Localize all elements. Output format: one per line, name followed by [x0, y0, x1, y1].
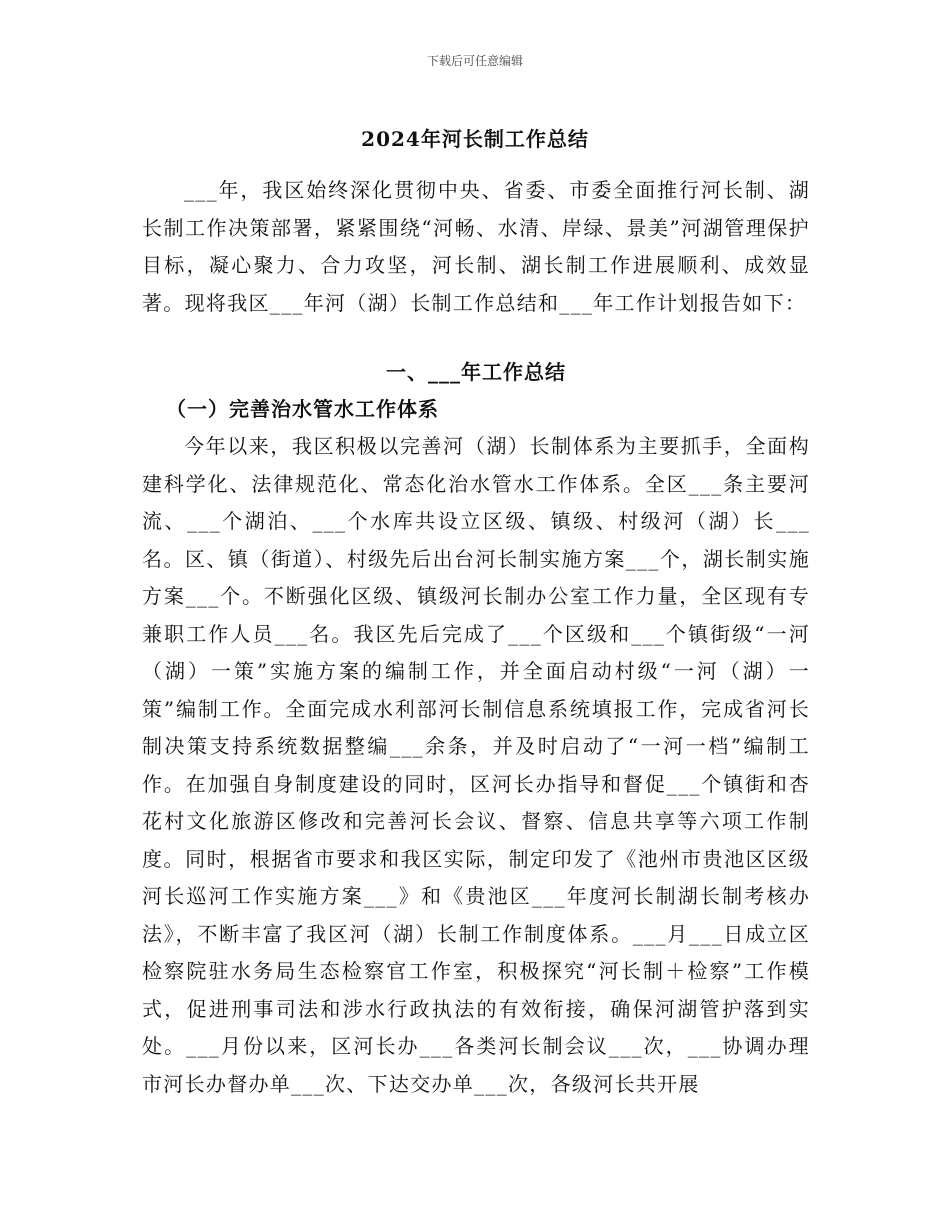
intro-paragraph: ___年，我区始终深化贯彻中央、省委、市委全面推行河长制、湖长制工作决策部署，紧紧围绕“河畅、水清、岸绿、景美”河湖管理保护目标，凝心聚力、合力攻坚，河长制、湖长制工作进展顺利、成效显著。现将我区___年河（湖）长制工作总结和___年工作计划报告如下：: [142, 178, 810, 315]
sub-heading: （一）完善治水管水工作体系: [166, 397, 439, 421]
document-title: 2024年河长制工作总结: [361, 127, 589, 151]
header-note: 下载后可任意编辑: [426, 54, 523, 68]
section-heading: 一、___年工作总结: [386, 360, 566, 384]
body-paragraph: 今年以来，我区积极以完善河（湖）长制体系为主要抓手，全面构建科学化、法律规范化、常态化治水管水工作体系。全区___条主要河流、___个湖泊、___个水库共设立区级、镇级、村级河（湖）长___名。区、镇（街道）、村级先后出台河长制实施方案___个，湖长制实施方案___个。不断强化区级、镇级河长制办公室工作力量，全区现有专兼职工作人员___名。我区先后完成了___个区级和___个镇街级“一河（湖）一策”实施方案的编制工作，并全面启动村级“一河（湖）一策”编制工作。全面完成水利部河长制信息系统填报工作，完成省河长制决策支持系统数据整编___余条，并及时启动了“一河一档”编制工作。在加强自身制度建设的同时，区河长办指导和督促___个镇街和杏花村文化旅游区修改和完善河长会议、督察、信息共享等六项工作制度。同时，根据省市要求和我区实际，制定印发了《池州市贵池区区级河长巡河工作实施方案___》和《贵池区___年度河长制湖长制考核办法》，不断丰富了我区河（湖）长制工作制度体系。___月___日成立区检察院驻水务局生态检察官工作室，积极探究“河长制＋检察”工作模式，促进刑事司法和涉水行政执法的有效衔接，确保河湖管护落到实处。___月份以来，区河长办___各类河长制会议___次，___协调办理市河长办督办单___次、下达交办单___次，各级河长共开展: [142, 434, 810, 1096]
